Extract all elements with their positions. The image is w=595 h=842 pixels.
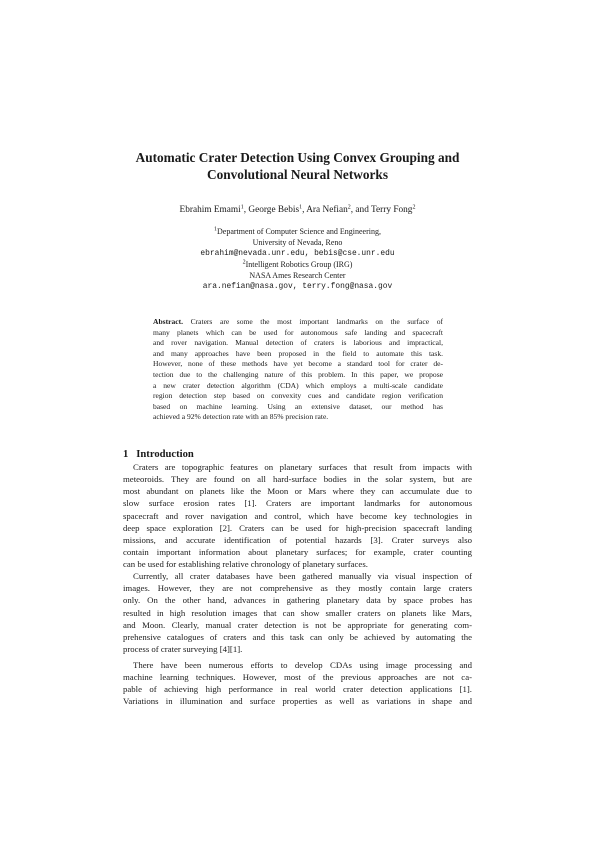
body-line: pable of achieving high performance in real world crater detection applications [1].: [123, 684, 472, 695]
abstract-label: Abstract.: [153, 317, 183, 326]
affiliation-marker: 1: [299, 204, 303, 211]
abstract-line: based on machine learning. Using an extensive dataset, our method has: [153, 401, 443, 411]
author-name: Ebrahim Emami: [179, 205, 241, 215]
body-line: slow surface erosion rates [1]. Craters are important landmarks for autonomous: [123, 498, 472, 509]
abstract-line: many planets which can be used for autonomous safe landing and spacecraft: [153, 327, 443, 337]
body-line: contain important information about planetary surfaces; for example, crater counting: [123, 546, 472, 557]
affiliation-group: [100, 259, 495, 270]
department-text: Department of Computer Science and Engineering,: [217, 227, 381, 236]
paper-title: [100, 149, 495, 183]
affiliation-marker: 1: [240, 204, 244, 211]
author-list: [100, 204, 495, 216]
body-text: [123, 461, 472, 708]
body-line: images. However, they are not comprehensive as they mostly contain large craters: [123, 583, 472, 594]
body-line: only. On the other hand, advances in gathering planetary data by space probes has: [123, 595, 472, 606]
body-line: meteoroids. They are found on all hard-surface bodies in the solar system, but are: [123, 474, 472, 485]
author-emails[interactable]: ara.nefian@nasa.gov, terry.fong@nasa.gov: [202, 282, 393, 292]
affiliation-department: [100, 226, 495, 237]
section-number: 1: [123, 449, 129, 460]
affiliation-marker: 2: [242, 259, 246, 266]
group-text: Intelligent Robotics Group (IRG): [245, 260, 353, 270]
abstract-line: However, none of these methods have yet become a standard tool for crater de-: [153, 359, 443, 369]
body-line: resulted in high resolution images that can show smaller craters on planets like Mars,: [123, 607, 472, 618]
abstract-line: region detection step based on convexity cues and candidate region verification: [153, 391, 443, 401]
section-title: Introduction: [136, 449, 194, 460]
title-line: Convolutional Neural Networks: [207, 167, 388, 182]
affiliations: [100, 226, 495, 293]
author-emails[interactable]: ebrahim@nevada.unr.edu, bebis@cse.unr.edu: [200, 249, 395, 259]
affiliation-marker: 1: [214, 226, 218, 233]
body-line: and Moon. Clearly, manual crater detection is not be appropriate for generating com-: [123, 619, 472, 630]
author-name: , Ara Nefian: [302, 205, 348, 215]
abstract-line: tection due to the challenging nature of this problem. In this paper, we propose: [153, 369, 443, 379]
abstract-line: achieved a 92% detection rate with an 85% precision rate.: [153, 412, 329, 422]
abstract-line: and many approaches have been proposed in the field to automate this task.: [153, 348, 443, 358]
title-line: Automatic Crater Detection Using Convex Grouping and: [135, 150, 460, 165]
body-line: machine learning techniques. However, most of the previous approaches are not ca-: [123, 672, 472, 683]
body-line: Currently, all crater databases have been gathered manually via visual inspection of: [133, 571, 472, 582]
affiliation-marker: 2: [347, 204, 351, 211]
body-line: can be used for establishing relative chronology of planetary surfaces.: [123, 559, 368, 569]
body-line: spacecraft and rover navigation and control, which have become key technologies in: [123, 510, 472, 521]
body-line: deep space exploration [2]. Craters can be used for high-precision spacecraft landing: [123, 522, 472, 533]
body-line: Variations in illumination and surface properties as well as variations in shape and: [123, 696, 472, 707]
affiliation-marker: 2: [412, 204, 416, 211]
affiliation-university: University of Nevada, Reno: [252, 238, 343, 248]
abstract-line: and rover navigation. Manual detection of craters is laborious and impractical,: [153, 338, 443, 348]
body-line: missions, and accurate identification of potential hazards [3]. Crater surveys also: [123, 534, 472, 545]
section-heading: [123, 448, 202, 461]
body-line: Craters are topographic features on planetary surfaces that result from impacts with: [133, 462, 472, 472]
author-name: , and Terry Fong: [350, 205, 413, 215]
abstract-line: [153, 317, 443, 328]
body-line: process of crater surveying [4][1].: [123, 643, 243, 654]
abstract-text: Craters are some the most important landmarks on the surface of: [182, 317, 443, 326]
body-line: prehensive catalogues of craters and this task can only be achieved by automating the: [123, 631, 472, 642]
author-name: , George Bebis: [243, 205, 300, 215]
affiliation-center: NASA Ames Research Center: [249, 271, 346, 281]
abstract: [153, 317, 443, 423]
body-line: most abundant on planets like the Moon or Mars where they can accumulate due to: [123, 486, 472, 497]
abstract-line: a new crater detection algorithm (CDA) which employs a multi-scale candidate: [153, 380, 443, 390]
body-line: There have been numerous efforts to develop CDAs using image processing and: [133, 660, 472, 670]
